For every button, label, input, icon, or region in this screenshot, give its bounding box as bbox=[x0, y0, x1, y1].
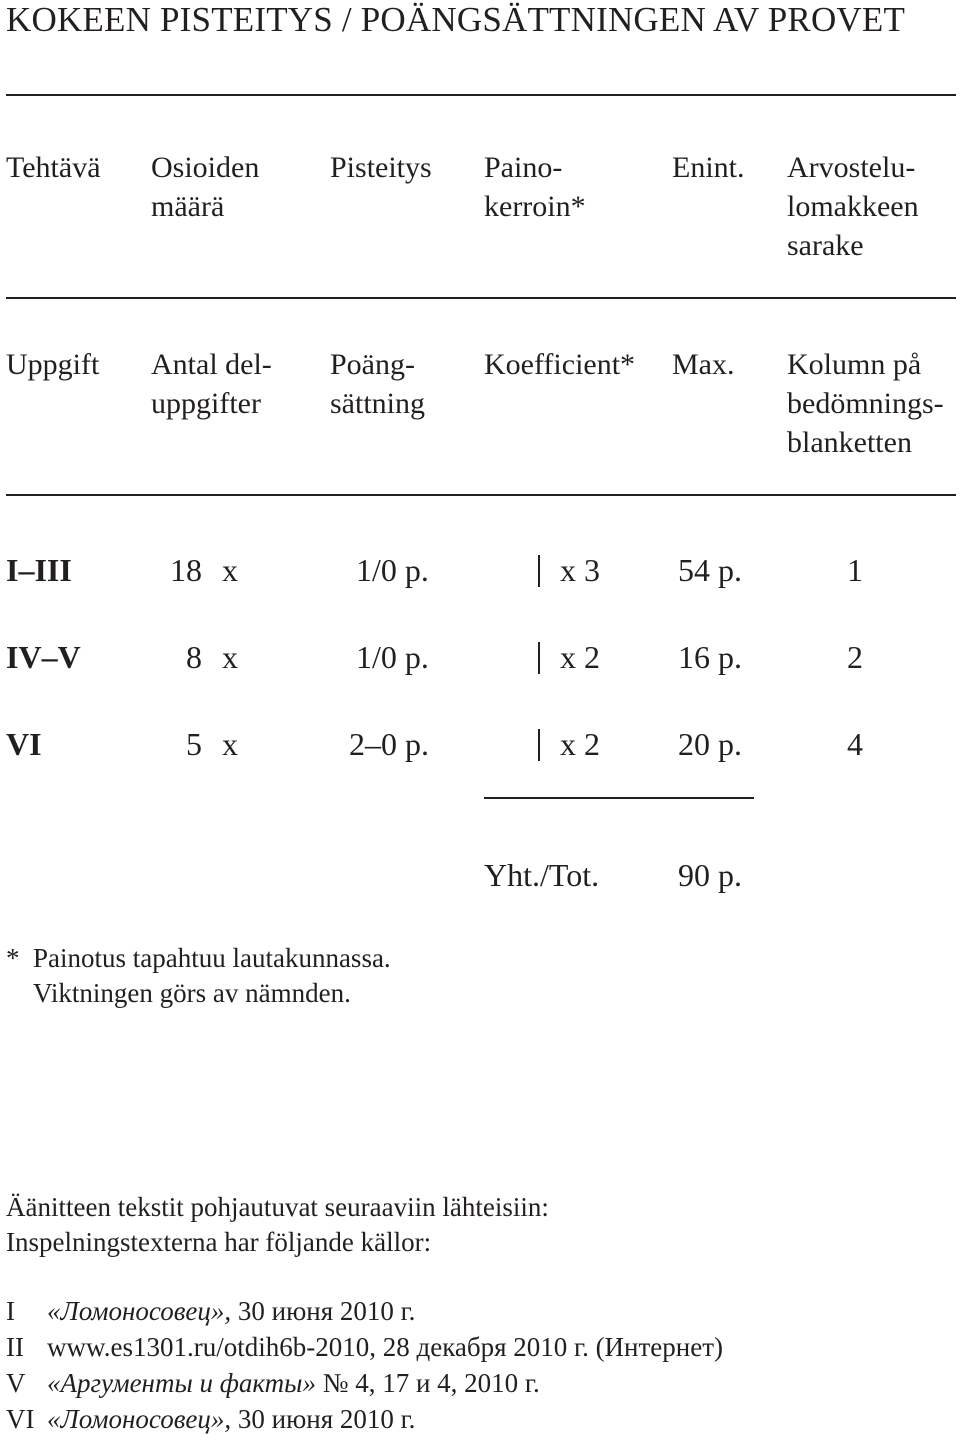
footnote-line-1: Painotus tapahtuu lautakunnassa. bbox=[33, 943, 391, 973]
source-detail: www.es1301.ru/otdih6b-2010, 28 декабря 2010 г. (Интернет) bbox=[47, 1332, 724, 1362]
header-column-fi-1: Arvostelu- bbox=[787, 151, 916, 184]
row-points: 1/0 p. bbox=[356, 552, 429, 588]
source-title: «Аргументы и факты» bbox=[47, 1368, 316, 1398]
row-column: 1 bbox=[847, 552, 863, 588]
header-scoring-fi: Pisteitys bbox=[330, 151, 432, 184]
total-value: 90 p. bbox=[678, 857, 742, 893]
header-rule-1 bbox=[6, 297, 956, 299]
row-times: x bbox=[222, 639, 238, 675]
row-coefficient: x 3 bbox=[560, 552, 600, 588]
source-text bbox=[47, 1294, 415, 1329]
sum-rule bbox=[484, 797, 754, 799]
header-sections-fi-2: määrä bbox=[151, 190, 225, 223]
coefficient-divider bbox=[538, 729, 540, 761]
header-rule-2 bbox=[6, 494, 956, 496]
row-count: 5 bbox=[186, 726, 202, 762]
source-detail: 30 июня 2010 г. bbox=[231, 1404, 416, 1434]
source-number: VI bbox=[6, 1404, 35, 1434]
header-scoring-sv-2: sättning bbox=[330, 387, 425, 420]
title-rule bbox=[6, 94, 956, 96]
header-column-fi-3: sarake bbox=[787, 229, 864, 262]
coefficient-divider bbox=[538, 642, 540, 674]
source-text bbox=[47, 1330, 723, 1365]
source-title: «Ломоносовец», bbox=[47, 1404, 232, 1434]
coefficient-divider bbox=[538, 555, 540, 587]
row-count: 8 bbox=[186, 639, 202, 675]
source-title: «Ломоносовец», bbox=[47, 1296, 232, 1326]
header-task-sv: Uppgift bbox=[6, 348, 100, 381]
header-column-sv-1: Kolumn på bbox=[787, 348, 922, 381]
sources-intro-fi: Äänitteen tekstit pohjautuvat seuraaviin lähteisiin: bbox=[6, 1192, 549, 1222]
header-coefficient-fi-2: kerroin* bbox=[484, 190, 586, 223]
header-column-fi-2: lomakkeen bbox=[787, 190, 919, 223]
source-detail: 30 июня 2010 г. bbox=[231, 1296, 416, 1326]
source-detail: № 4, 17 и 4, 2010 г. bbox=[315, 1368, 540, 1398]
header-scoring-sv-1: Poäng- bbox=[330, 348, 415, 381]
row-task: VI bbox=[6, 726, 42, 762]
row-coefficient: x 2 bbox=[560, 639, 600, 675]
header-task-fi: Tehtävä bbox=[6, 151, 101, 184]
row-column: 4 bbox=[847, 726, 863, 762]
header-column-sv-3: blanketten bbox=[787, 426, 912, 459]
source-text bbox=[47, 1402, 415, 1437]
header-max-sv: Max. bbox=[672, 348, 735, 381]
header-sections-sv-1: Antal del- bbox=[151, 348, 272, 381]
row-task: I–III bbox=[6, 552, 72, 588]
row-count: 18 bbox=[170, 552, 202, 588]
sources-intro-sv: Inspelningstexterna har följande källor: bbox=[6, 1227, 432, 1257]
source-number: I bbox=[6, 1296, 15, 1326]
footnote-line-2: Viktningen görs av nämnden. bbox=[33, 978, 351, 1008]
row-points: 2–0 p. bbox=[349, 726, 429, 762]
source-number: V bbox=[6, 1368, 26, 1398]
header-coefficient-sv: Koefficient* bbox=[484, 348, 636, 381]
source-number: II bbox=[6, 1332, 24, 1362]
total-label: Yht./Tot. bbox=[484, 857, 600, 893]
footnote-marker: * bbox=[6, 943, 20, 973]
row-coefficient: x 2 bbox=[560, 726, 600, 762]
row-task: IV–V bbox=[6, 639, 81, 675]
header-coefficient-fi-1: Paino- bbox=[484, 151, 563, 184]
row-column: 2 bbox=[847, 639, 863, 675]
row-max: 54 p. bbox=[678, 552, 742, 588]
row-max: 20 p. bbox=[678, 726, 742, 762]
header-column-sv-2: bedömnings- bbox=[787, 387, 944, 420]
header-max-fi: Enint. bbox=[672, 151, 745, 184]
page-title: KOKEEN PISTEITYS / POÄNGSÄTTNINGEN AV PROVET bbox=[6, 0, 906, 39]
row-points: 1/0 p. bbox=[356, 639, 429, 675]
row-max: 16 p. bbox=[678, 639, 742, 675]
row-times: x bbox=[222, 552, 238, 588]
row-times: x bbox=[222, 726, 238, 762]
header-sections-sv-2: uppgifter bbox=[151, 387, 261, 420]
source-text bbox=[47, 1366, 540, 1401]
header-sections-fi-1: Osioiden bbox=[151, 151, 260, 184]
